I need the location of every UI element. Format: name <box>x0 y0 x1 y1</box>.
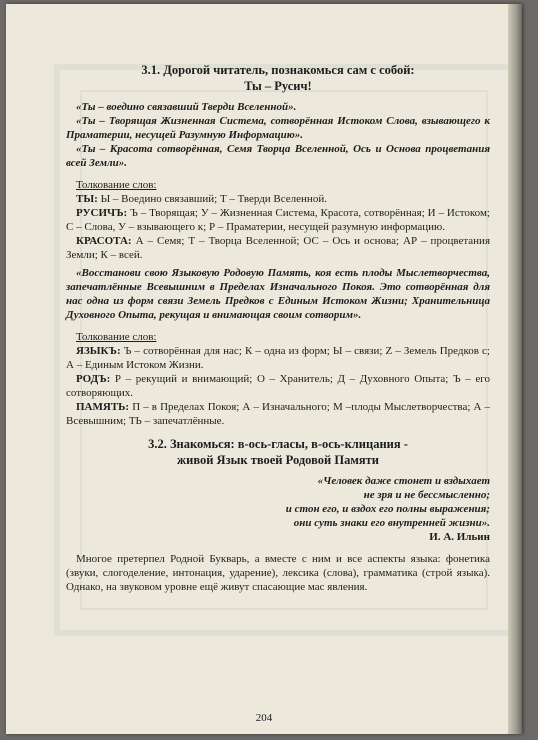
tolk-text: Ъ – сотворённая для нас; К – одна из форм; Ы – связи; Z – Земель Предков с; А – Единым Истоком Жизни. <box>66 345 490 371</box>
tolk-entry <box>66 372 490 400</box>
tolk-text: П – в Пределах Покоя; А – Изначального; М –плоды Мыслетворчества; А – Всевышним; ТЬ – запечатлённые. <box>66 401 490 427</box>
tolkovanie-label: Толкование слов: <box>76 179 157 191</box>
epigraph-line: не зря и не бессмысленно; <box>363 489 490 501</box>
tolk-word: РУСИЧЪ: <box>76 207 128 219</box>
tolkovanie-label-2: Толкование слов: <box>76 331 157 343</box>
book-page <box>6 4 522 734</box>
quote-3: «Ты – Красота сотворённая, Семя Творца Вселенной, Ось и Основа процветания всей Земли». <box>66 143 490 169</box>
epigraph-line: они суть знаки его внутренней жизни». <box>293 517 490 529</box>
quote-2: «Ты – Творящая Жизненная Система, сотворённая Истоком Слова, взывающего к Праматерии, несущей Разумную Информацию». <box>66 115 490 141</box>
memory-paragraph: «Восстанови свою Языковую Родовую Память, коя есть плоды Мыслетворчества, запечатлённые Всевышним в Пределах Изначального Покоя. Это сотворённая для нас одна из форм связи Земель Предков с Единым Истоком Жизни; Хранительница Духовного Опыта, рекущая и внимающая своим сотворим». <box>66 267 490 321</box>
page-content <box>66 62 490 594</box>
tolk-word: РОДЪ: <box>76 373 111 385</box>
section1-subtitle: Ты – Русич! <box>244 79 312 93</box>
book-spine <box>508 4 522 734</box>
section2-title: 3.2. Знакомься: в-ось-гласы, в-ось-клицания - <box>148 437 408 451</box>
tolk-entry <box>66 344 490 372</box>
tolk-entry <box>66 400 490 428</box>
tolk-word: КРАСОТА: <box>76 235 132 247</box>
section2-subtitle: живой Язык твоей Родовой Памяти <box>177 453 379 467</box>
epigraph-author: И. А. Ильин <box>429 531 490 543</box>
tolk-word: ТЫ: <box>76 193 98 205</box>
tolk-text: А – Семя; Т – Творца Вселенной; ОС – Ось и основа; АР – процветания Земли; К – всей. <box>66 235 490 261</box>
epigraph-line: и стон его, и вздох его полны выражения; <box>285 503 490 515</box>
page-number: 204 <box>255 712 273 724</box>
tolk-text: Ы – Воедино связавший; Т – Тверди Вселенной. <box>97 193 327 205</box>
tolk-word: ПАМЯТЬ: <box>76 401 130 413</box>
section1-title: 3.1. Дорогой читатель, познакомься сам с собой: <box>141 63 415 77</box>
tolk-text: Р – рекущий и внимающий; О – Хранитель; Д – Духовного Опыта; Ъ – его сотворяющих. <box>66 373 490 399</box>
tolk-entry <box>66 192 490 206</box>
epigraph-line: «Человек даже стонет и вздыхает <box>317 475 490 487</box>
tolk-entry <box>66 206 490 234</box>
body-paragraph: Многое претерпел Родной Букварь, а вместе с ним и все аспекты языка: фонетика (звуки, слогоделение, интонация, ударение), лексика (слова), грамматика (строй языка). Однако, на звуковом уровне ещё живут спасающие мас явления. <box>66 553 490 593</box>
tolk-word: ЯЗЫКЪ: <box>76 345 121 357</box>
quote-1: «Ты – воедино связавший Тверди Вселенной». <box>76 101 297 113</box>
tolk-entry <box>66 234 490 262</box>
tolk-text: Ъ – Творящая; У – Жизненная Система, Красота, сотворённая; И – Истоком; С – Слова, У – взывающего к; Р – Праматерии, несущей разумную информацию. <box>66 207 490 233</box>
